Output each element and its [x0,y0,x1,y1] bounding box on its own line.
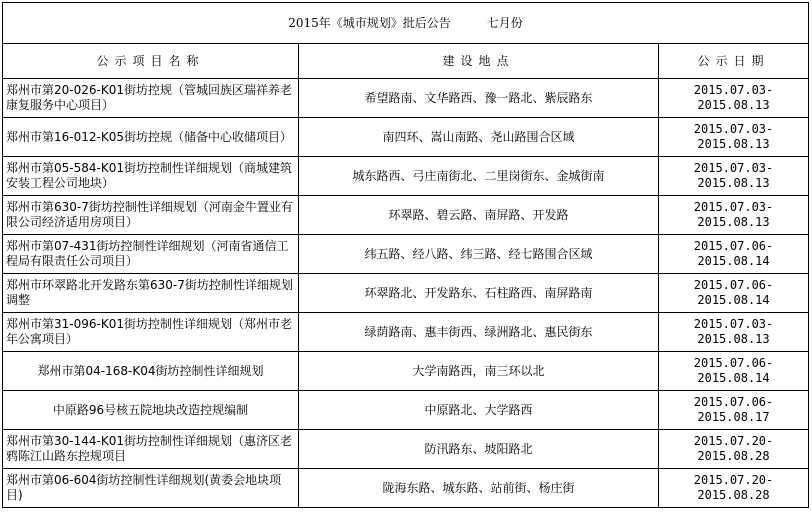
table-row [3,79,809,118]
period-cell: 2015.07.06-2015.08.17 [659,391,809,430]
table-row [3,469,809,508]
project-cell: 郑州市第630-7街坊控制性详细规划（河南金牛置业有限公司经济适用房项目） [3,196,299,235]
title-month: 七月份 [486,15,523,30]
period-cell: 2015.07.06-2015.08.14 [659,352,809,391]
period-cell: 2015.07.03-2015.08.13 [659,79,809,118]
header-project: 公示项目名称 [3,44,299,79]
location-cell: 中原路北、大学路西 [299,391,659,430]
table-row [3,391,809,430]
period-cell: 2015.07.03-2015.08.13 [659,157,809,196]
header-location: 建设地点 [299,44,659,79]
project-cell: 郑州市第07-431街坊控制性详细规划（河南省通信工程局有限责任公司项目） [3,235,299,274]
period-cell: 2015.07.06-2015.08.14 [659,235,809,274]
location-cell: 绿荫路南、惠丰街西、绿洲路北、惠民街东 [299,313,659,352]
location-cell: 城东路西、弓庄南街北、二里岗街东、金城街南 [299,157,659,196]
project-cell: 郑州市第30-144-K01街坊控制性详细规划（惠济区老鸦陈江山路东控规项目 [3,430,299,469]
location-cell: 陇海东路、城东路、站前街、杨庄街 [299,469,659,508]
period-cell: 2015.07.03-2015.08.13 [659,196,809,235]
location-cell: 环翠路北、开发路东、石柱路西、南屏路南 [299,274,659,313]
project-cell: 郑州市第31-096-K01街坊控制性详细规划（郑州市老年公寓项目） [3,313,299,352]
table-row [3,157,809,196]
project-cell: 郑州市第06-604街坊控制性详细规划(黄委会地块项目) [3,469,299,508]
project-cell: 郑州市第04-168-K04街坊控制性详细规划 [3,352,299,391]
project-cell: 郑州市环翠路北开发路东第630-7街坊控制性详细规划调整 [3,274,299,313]
location-cell: 南四环、嵩山南路、尧山路围合区域 [299,118,659,157]
table-row [3,313,809,352]
header-row [3,44,809,79]
location-cell: 希望路南、文华路西、豫一路北、紫辰路东 [299,79,659,118]
project-cell: 中原路96号核五院地块改造控规编制 [3,391,299,430]
table-row [3,430,809,469]
period-cell: 2015.07.03-2015.08.13 [659,118,809,157]
header-period: 公示日期 [659,44,809,79]
project-cell: 郑州市第16-012-K05街坊控规（储备中心收储项目） [3,118,299,157]
table-row [3,118,809,157]
table-row [3,274,809,313]
project-cell: 郑州市第20-026-K01街坊控规（管城回族区瑞祥养老康复服务中心项目） [3,79,299,118]
table-row [3,235,809,274]
location-cell: 纬五路、经八路、纬三路、经七路围合区域 [299,235,659,274]
project-cell: 郑州市第05-584-K01街坊控制性详细规划（商城建筑安装工程公司地块） [3,157,299,196]
location-cell: 环翠路、碧云路、南屏路、开发路 [299,196,659,235]
period-cell: 2015.07.20-2015.08.28 [659,469,809,508]
period-cell: 2015.07.03-2015.08.13 [659,313,809,352]
period-cell: 2015.07.20-2015.08.28 [659,430,809,469]
table-row [3,352,809,391]
notice-table [2,2,809,508]
title-row [3,3,809,44]
table-row [3,196,809,235]
period-cell: 2015.07.06-2015.08.14 [659,274,809,313]
table-title [3,3,809,44]
location-cell: 防汛路东、坡阳路北 [299,430,659,469]
location-cell: 大学南路西，南三环以北 [299,352,659,391]
table-body [3,79,809,508]
title-main: 2015年《城市规划》批后公告 [288,15,451,30]
